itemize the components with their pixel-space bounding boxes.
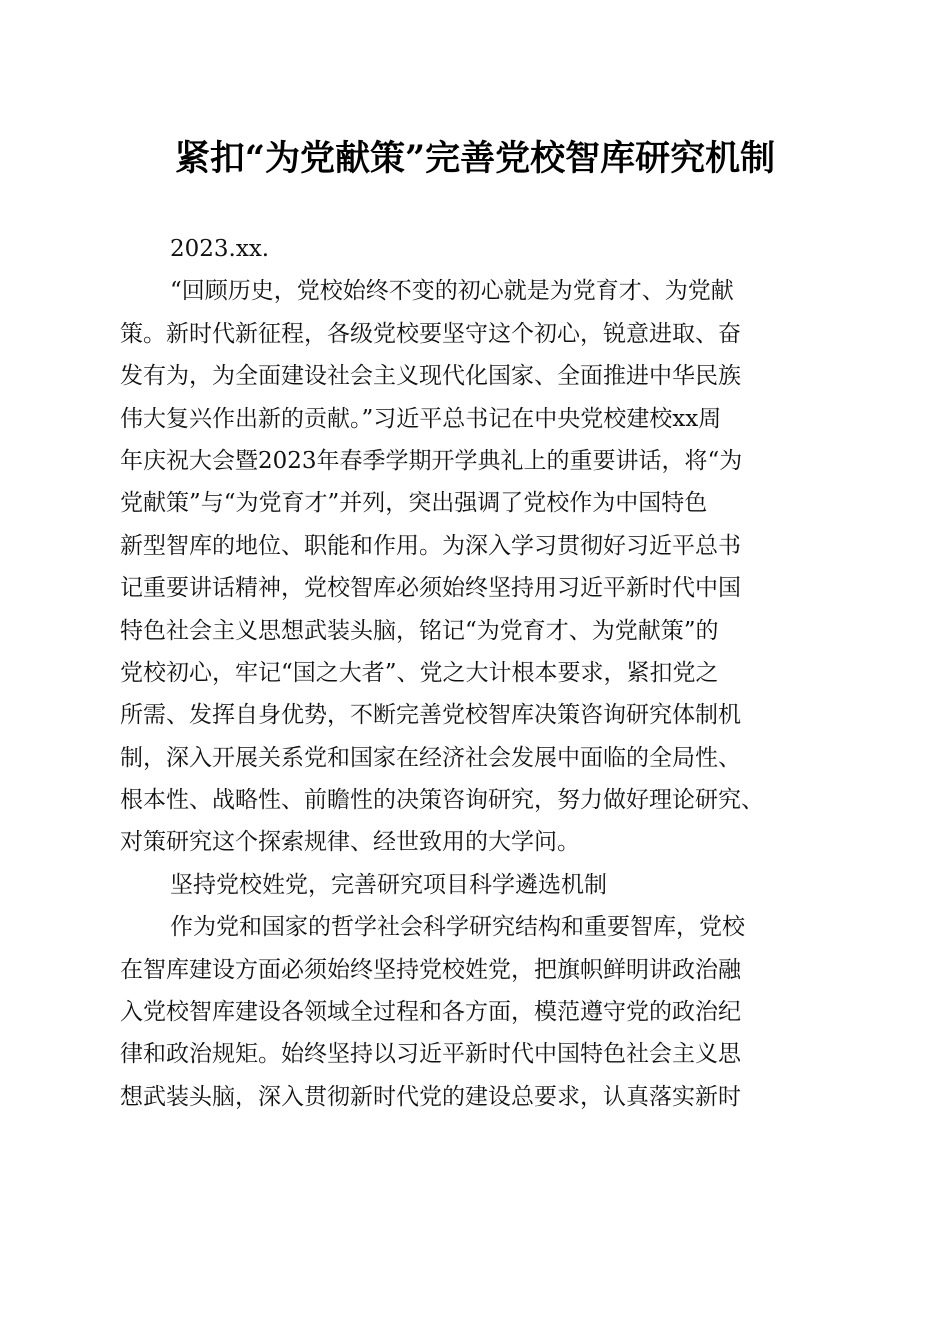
paragraph-line: 在智库建设方面必须始终坚持党校姓党，把旗帜鲜明讲政治融 xyxy=(120,956,741,983)
paragraph-line: 对策研究这个探索规律、经世致用的大学问。 xyxy=(120,829,580,856)
paragraph-line: 想武装头脑，深入贯彻新时代党的建设总要求，认真落实新时 xyxy=(120,1083,741,1110)
paragraph-line: 发有为，为全面建设社会主义现代化国家、全面推进中华民族 xyxy=(120,363,741,390)
date-line: 2023.xx. xyxy=(170,236,270,262)
paragraph-line: “回顾历史，党校始终不变的初心就是为党育才、为党献 xyxy=(170,278,734,305)
paragraph-line: 党献策”与“为党育才”并列，突出强调了党校作为中国特色 xyxy=(120,490,708,517)
paragraph-line: 记重要讲话精神，党校智库必须始终坚持用习近平新时代中国 xyxy=(120,575,741,602)
document-title: 紧扣“为党献策”完善党校智库研究机制 xyxy=(174,138,776,179)
paragraph-line: 伟大复兴作出新的贡献。”习近平总书记在中央党校建校xx周 xyxy=(120,405,722,432)
paragraph-line: 制，深入开展关系党和国家在经济社会发展中面临的全局性、 xyxy=(120,744,741,771)
paragraph-line: 作为党和国家的哲学社会科学研究结构和重要智库，党校 xyxy=(170,914,745,941)
paragraph-line: 所需、发挥自身优势，不断完善党校智库决策咨询研究体制机 xyxy=(120,702,741,729)
paragraph-line: 入党校智库建设各领域全过程和各方面，模范遵守党的政治纪 xyxy=(120,999,741,1026)
document-body xyxy=(120,228,836,1118)
section-heading: 坚持党校姓党，完善研究项目科学遴选机制 xyxy=(170,871,607,898)
paragraph-line: 根本性、战略性、前瞻性的决策咨询研究，努力做好理论研究、 xyxy=(120,787,764,814)
paragraph-line: 特色社会主义思想武装头脑，铭记“为党育才、为党献策”的 xyxy=(120,617,719,644)
paragraph-line: 年庆祝大会暨2023年春季学期开学典礼上的重要讲话，将“为 xyxy=(120,447,743,474)
paragraph-line: 律和政治规矩。始终坚持以习近平新时代中国特色社会主义思 xyxy=(120,1041,741,1068)
paragraph-line: 策。新时代新征程，各级党校要坚守这个初心，锐意进取、奋 xyxy=(120,320,741,347)
paragraph-line: 新型智库的地位、职能和作用。为深入学习贯彻好习近平总书 xyxy=(120,532,741,559)
paragraph-line: 党校初心，牢记“国之大者”、党之大计根本要求，紧扣党之 xyxy=(120,659,719,686)
